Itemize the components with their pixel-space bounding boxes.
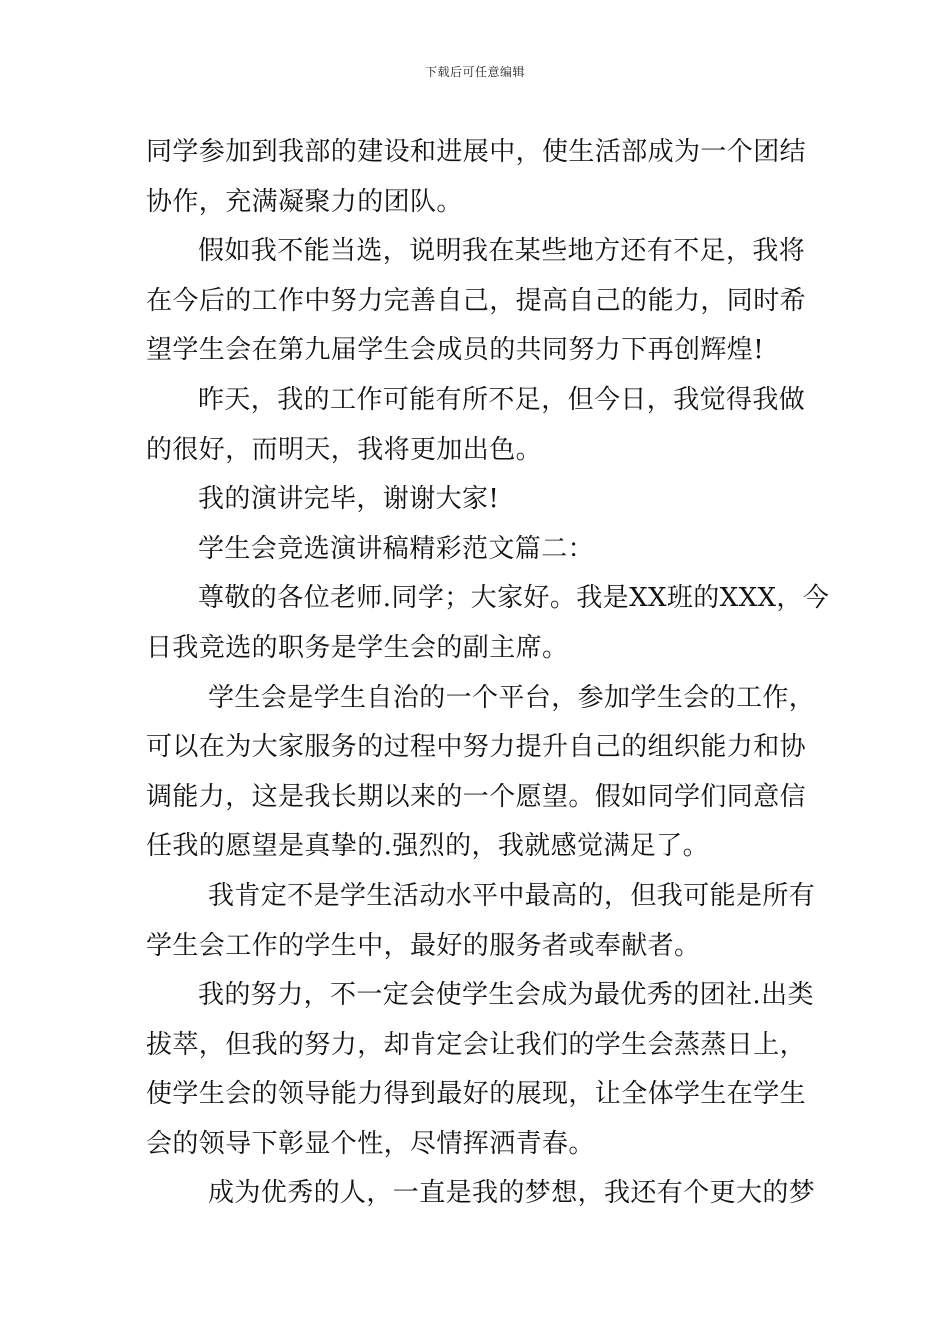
paragraph-start: 我的努力，不一定会使学生会成为最优秀的团社.出类 [198,980,814,1011]
text-line: 任我的愿望是真挚的.强烈的，我就感觉满足了。 [146,831,710,862]
text-line: 望学生会在第九届学生会成员的共同努力下再创辉煌! [146,335,765,366]
text-line: 的很好，而明天，我将更加出色。 [146,434,543,465]
page-header: 下载后可任意编辑 [424,65,525,79]
paragraph-start: 昨天，我的工作可能有所不足，但今日，我觉得我做 [198,384,806,415]
paragraph-start: 学生会是学生自治的一个平台，参加学生会的工作， [208,682,816,713]
paragraph-start: 我的演讲完毕，谢谢大家! [198,484,500,515]
text-line: 同学参加到我部的建设和进展中，使生活部成为一个团结 [146,137,807,167]
text-line: 调能力，这是我长期以来的一个愿望。假如同学们同意信 [146,781,807,812]
paragraph-start: 尊敬的各位老师.同学；大家好。我是XX班的XXX，今 [198,583,830,614]
document-body [146,128,830,1219]
text-line: 拔萃，但我的努力，却肯定会让我们的学生会蒸蒸日上， [146,1029,807,1060]
section-heading: 学生会竞选演讲稿精彩范文篇二： [198,533,595,564]
paragraph-start: 我肯定不是学生活动水平中最高的，但我可能是所有 [208,880,816,911]
paragraph-start: 成为优秀的人，一直是我的梦想，我还有个更大的梦 [208,1178,816,1209]
paragraph-start: 假如我不能当选，说明我在某些地方还有不足，我将 [198,236,806,267]
text-line: 协作，充满凝聚力的团队。 [146,186,463,217]
text-line: 可以在为大家服务的过程中努力提升自己的组织能力和协 [146,732,807,763]
text-line: 在今后的工作中努力完善自己，提高自己的能力，同时希 [146,285,807,316]
text-line: 使学生会的领导能力得到最好的展现，让全体学生在学生 [146,1079,807,1110]
text-line: 学生会工作的学生中，最好的服务者或奉献者。 [146,930,701,961]
text-line: 会的领导下彰显个性，尽情挥洒青春。 [146,1128,595,1159]
text-line: 日我竞选的职务是学生会的副主席。 [146,632,569,663]
